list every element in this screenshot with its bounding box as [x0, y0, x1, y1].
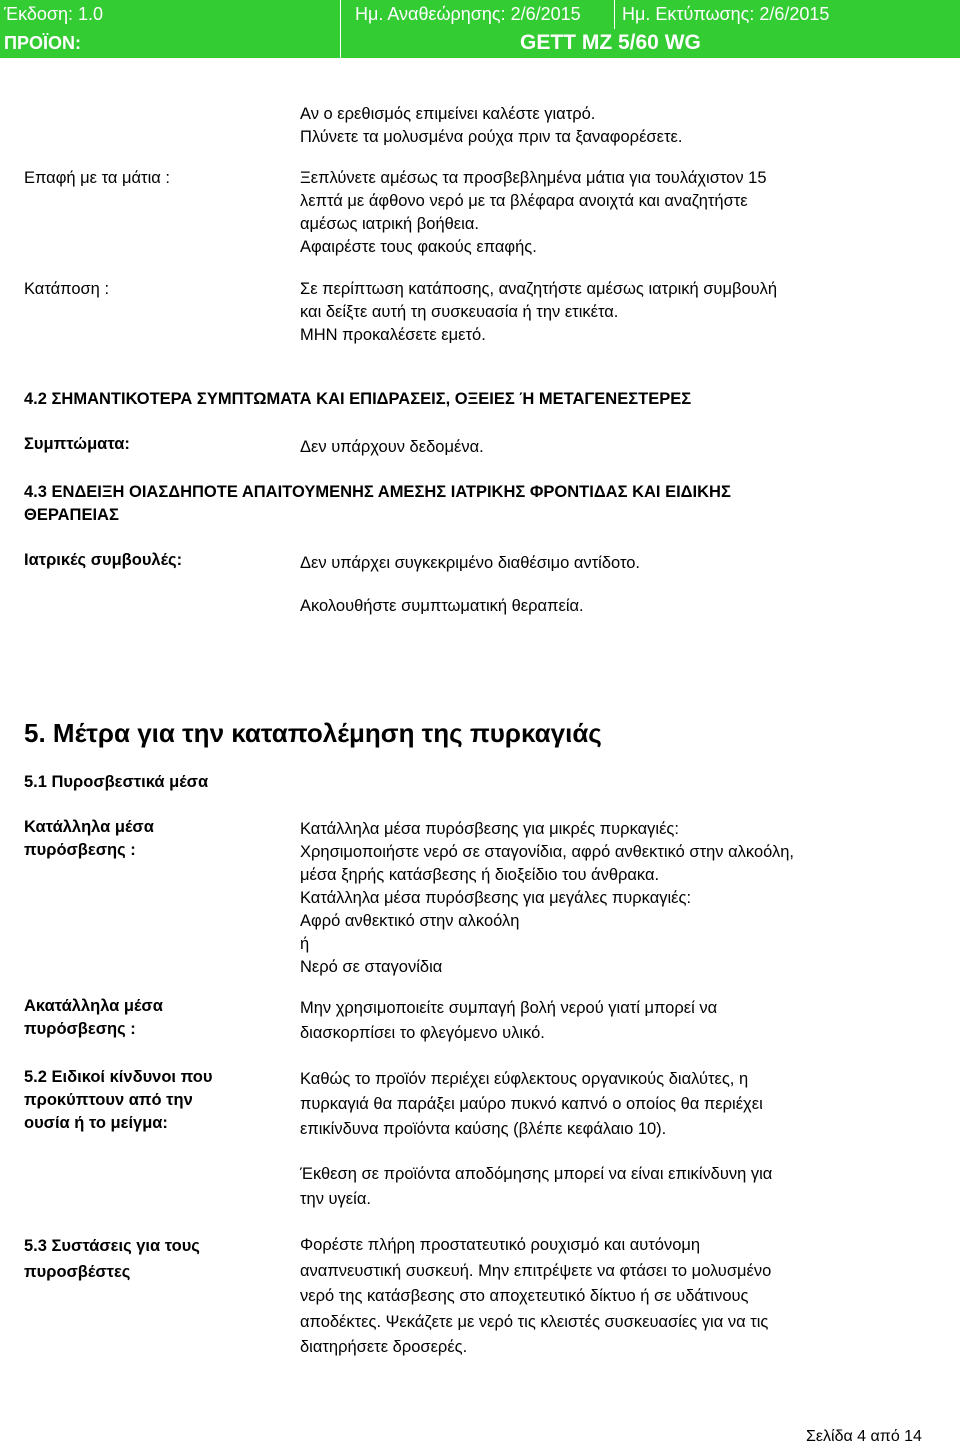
text-line: Καθώς το προϊόν περιέχει εύφλεκτους οργανικούς διαλύτες, η: [300, 1070, 749, 1088]
title-line: ΘΕΡΑΠΕΙΑΣ: [24, 506, 119, 524]
symptoms-label: Συμπτώματα:: [24, 435, 130, 453]
title-line: ουσία ή το μείγμα:: [24, 1114, 168, 1132]
text-line: Χρησιμοποιήστε νερό σε σταγονίδια, αφρό ανθεκτικό στην αλκοόλη,: [300, 843, 795, 861]
text-line: Κατάλληλα μέσα πυρόσβεσης για μικρές πυρκαγιές:: [300, 820, 679, 838]
section-4-3-title: [24, 481, 731, 527]
text-line: Έκθεση σε προϊόντα αποδόμησης μπορεί να είναι επικίνδυνη για: [300, 1165, 773, 1183]
text-line: διασκορπίσει το φλεγόμενο υλικό.: [300, 1024, 545, 1042]
revision-date: Ημ. Αναθεώρησης: 2/6/2015: [355, 4, 581, 24]
text-line: αμέσως ιατρική βοήθεια.: [300, 215, 479, 233]
text-line: διατηρήσετε δροσερές.: [300, 1338, 468, 1356]
section-4-2-title: 4.2 ΣΗΜΑΝΤΙΚΟΤΕΡΑ ΣΥΜΠΤΩΜΑΤΑ ΚΑΙ ΕΠΙΔΡΑΣΕΙΣ, ΟΞΕΙΕΣ Ή ΜΕΤΑΓΕΝΕΣΤΕΡΕΣ: [24, 390, 692, 408]
exposure-text: [300, 1162, 772, 1212]
text-line: Αφαιρέστε τους φακούς επαφής.: [300, 238, 537, 256]
text-line: Κατάλληλα μέσα πυρόσβεσης για μεγάλες πυρκαγιές:: [300, 889, 692, 907]
suitable-media-label: [24, 816, 154, 862]
section-5-3-title: [24, 1233, 200, 1285]
title-line: πυροσβέστες: [24, 1263, 131, 1281]
suitable-media-text: [300, 818, 794, 979]
header-row-info: [0, 0, 960, 29]
text-line: Μην χρησιμοποιείτε συμπαγή βολή νερού γιατί μπορεί να: [300, 999, 718, 1017]
ingestion-label: Κατάποση :: [24, 280, 110, 298]
label-line: Κατάλληλα μέσα: [24, 818, 154, 836]
text-line: Νερό σε σταγονίδια: [300, 958, 443, 976]
title-line: 5.2 Ειδικοί κίνδυνοι που: [24, 1068, 213, 1086]
text-line: μέσα ξηρής κατάσβεσης ή διοξείδιο του άνθρακα.: [300, 866, 660, 884]
skin-advice: [300, 103, 682, 149]
text-line: πυρκαγιά θα παράξει μαύρο πυκνό καπνό ο οποίος θα περιέχει: [300, 1095, 763, 1113]
text-line: Αν ο ερεθισμός επιμείνει καλέστε γιατρό.: [300, 105, 596, 123]
unsuitable-media-label: [24, 995, 163, 1041]
section-5-title: 5. Μέτρα για την καταπολέμηση της πυρκαγιάς: [24, 718, 602, 748]
text-line: Πλύνετε τα μολυσμένα ρούχα πριν τα ξαναφορέσετε.: [300, 128, 683, 146]
section-5-1-title: 5.1 Πυροσβεστικά μέσα: [24, 773, 209, 791]
symptoms-value: Δεν υπάρχουν δεδομένα.: [300, 438, 484, 456]
text-line: Φορέστε πλήρη προστατευτικό ρουχισμό και αυτόνομη: [300, 1236, 701, 1254]
text-line: επικίνδυνα προϊόντα καύσης (βλέπε κεφάλαιο 10).: [300, 1120, 667, 1138]
unsuitable-media-text: [300, 996, 717, 1046]
document-header: [0, 0, 960, 58]
header-row-product: [0, 29, 960, 58]
text-line: νερό της κατάσβεσης στο αποχετευτικό δίκτυο ή σε υδάτινους: [300, 1287, 749, 1305]
print-date: Ημ. Εκτύπωσης: 2/6/2015: [622, 4, 830, 24]
text-line: Ξεπλύνετε αμέσως τα προσβεβλημένα μάτια για τουλάχιστον 15: [300, 169, 767, 187]
section-5-2-title: [24, 1066, 212, 1135]
medical-advice-label: Ιατρικές συμβουλές:: [24, 551, 183, 569]
hazards-text: [300, 1067, 763, 1142]
header-divider: [340, 0, 341, 29]
text-line: λεπτά με άφθονο νερό με τα βλέφαρα ανοιχτά και αναζητήστε: [300, 192, 748, 210]
text-line: αναπνευστική συσκευή. Μην επιτρέψετε να φτάσει το μολυσμένο: [300, 1261, 772, 1280]
text-line: Σε περίπτωση κατάποσης, αναζητήστε αμέσως ιατρική συμβουλή: [300, 280, 778, 298]
medical-advice-line1: Δεν υπάρχει συγκεκριμένο διαθέσιμο αντίδοτο.: [300, 554, 640, 572]
firefighter-advice: [300, 1233, 771, 1361]
medical-advice-line2: Ακολουθήστε συμπτωματική θεραπεία.: [300, 597, 584, 615]
edition-label: Έκδοση: 1.0: [4, 4, 104, 24]
text-line: την υγεία.: [300, 1190, 371, 1208]
title-line: προκύπτουν από την: [24, 1091, 193, 1109]
page-number: Σελίδα 4 από 14: [806, 1428, 922, 1445]
title-line: 4.3 ΕΝΔΕΙΞΗ ΟΙΑΣΔΗΠΟΤΕ ΑΠΑΙΤΟΥΜΕΝΗΣ ΑΜΕΣΗΣ ΙΑΤΡΙΚΗΣ ΦΡΟΝΤΙΔΑΣ ΚΑΙ ΕΙΔΙΚΗΣ: [24, 483, 731, 501]
header-divider: [614, 0, 615, 29]
text-line: ΜΗΝ προκαλέσετε εμετό.: [300, 326, 486, 344]
text-line: αποδέκτες. Ψεκάζετε με νερό τις κλειστές συσκευασίες για να τις: [300, 1312, 769, 1331]
text-line: Αφρό ανθεκτικό στην αλκοόλη: [300, 912, 520, 930]
eyes-advice: [300, 167, 767, 259]
header-divider: [340, 29, 341, 58]
text-line: και δείξτε αυτή τη συσκευασία ή την ετικέτα.: [300, 303, 619, 321]
text-line: ή: [300, 935, 310, 953]
label-line: πυρόσβεσης :: [24, 1020, 136, 1038]
product-label: ΠΡΟΪΟΝ:: [4, 33, 82, 53]
label-line: Ακατάλληλα μέσα: [24, 997, 163, 1015]
eyes-label: Επαφή με τα μάτια :: [24, 169, 170, 187]
ingestion-advice: [300, 278, 777, 347]
title-line: 5.3 Συστάσεις για τους: [24, 1237, 200, 1255]
label-line: πυρόσβεσης :: [24, 841, 136, 859]
product-name: GETT MZ 5/60 WG: [520, 31, 701, 54]
